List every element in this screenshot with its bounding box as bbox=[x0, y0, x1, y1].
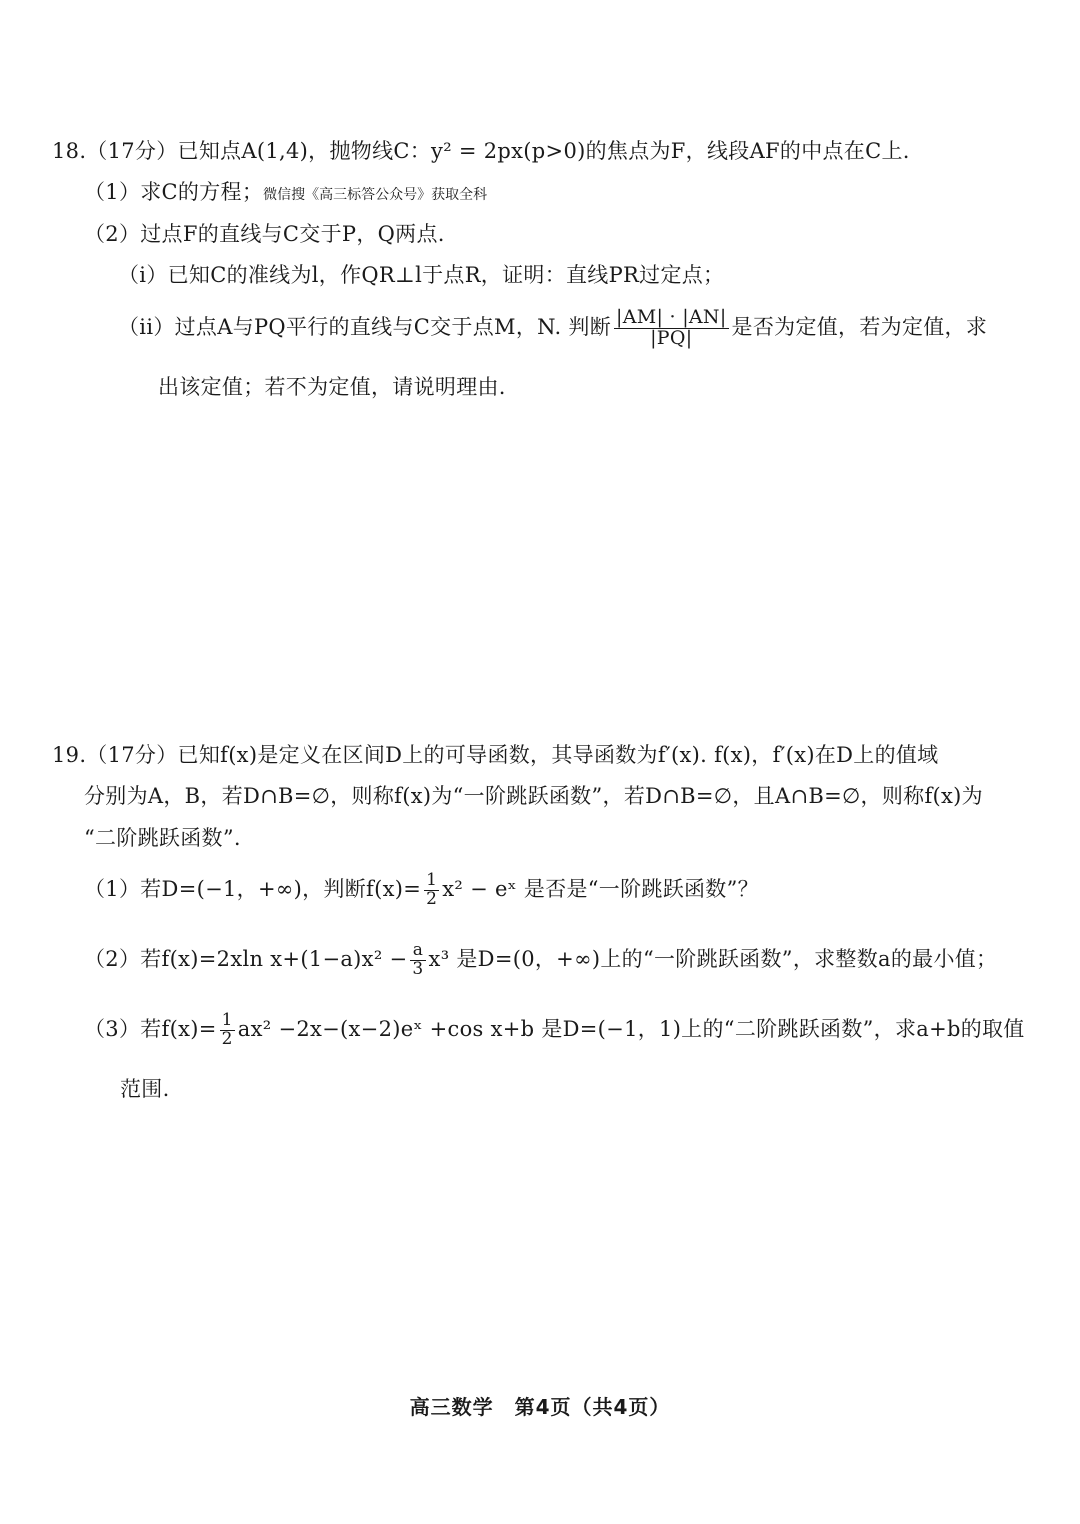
q18-part2-i: （i）已知C的准线为l，作QR⊥l于点R，证明：直线PR过定点； bbox=[118, 263, 725, 287]
q19-part1-fraction-denominator: 2 bbox=[426, 888, 438, 909]
q19-part1-fraction-numerator: 1 bbox=[426, 870, 438, 890]
q19-part3-fraction bbox=[220, 1012, 235, 1049]
q19-part1-text-b: x² − eˣ 是否是“一阶跳跃函数”？ bbox=[442, 876, 759, 901]
q19-part3-fraction-numerator: 1 bbox=[221, 1010, 233, 1030]
q18-part2: （2）过点F的直线与C交于P，Q两点. bbox=[84, 222, 445, 246]
q18-stem: 18.（17分）已知点A(1,4)，抛物线C：y² = 2px(p>0)的焦点为F，线段AF的中点在C上. bbox=[52, 139, 910, 163]
q18-fraction-denominator: |PQ| bbox=[650, 326, 693, 349]
q19-part2-text-b: x³ 是D=(0，+∞)上的“一阶跳跃函数”，求整数a的最小值； bbox=[428, 946, 998, 971]
q19-stem-line2: 分别为A，B，若D∩B=∅，则称f(x)为“一阶跳跃函数”，若D∩B=∅，且A∩B=∅，则称f(x)为 bbox=[84, 784, 983, 808]
page-footer: 高三数学 第4页（共4页） bbox=[409, 1395, 671, 1419]
q19-stem-line1: 19.（17分）已知f(x)是定义在区间D上的可导函数，其导函数为f′(x). f(x)，f′(x)在D上的值域 bbox=[52, 743, 939, 767]
q19-part2-fraction-denominator: 3 bbox=[412, 958, 424, 979]
q19-part1-text-a: （1）若D=(−1，+∞)，判断f(x)= bbox=[84, 876, 422, 901]
q18-part1-note: 微信搜《高三标答公众号》获取全科 bbox=[263, 187, 488, 203]
q19-part2-fraction-numerator: a bbox=[410, 942, 425, 961]
q18-part1 bbox=[84, 177, 487, 210]
q19-part1 bbox=[84, 872, 759, 909]
q19-stem-line3: “二阶跳跃函数”. bbox=[84, 826, 241, 850]
q18-part2-ii-continued: 出该定值；若不为定值，请说明理由. bbox=[158, 375, 506, 399]
q19-part3-fraction-denominator: 2 bbox=[221, 1028, 233, 1049]
q18-part1-text: （1）求C的方程； bbox=[84, 180, 264, 204]
q19-part3 bbox=[84, 1012, 1025, 1049]
q18-fraction-numerator: |AM| · |AN| bbox=[616, 306, 727, 328]
q18-part2-ii-text-a: （ii）过点A与PQ平行的直线与C交于点M，N. 判断 bbox=[118, 314, 611, 339]
q18-part2-ii bbox=[118, 308, 987, 349]
q19-part3-continued: 范围. bbox=[120, 1077, 170, 1101]
q19-part2-fraction bbox=[410, 942, 425, 979]
q19-part1-fraction bbox=[424, 872, 439, 909]
q19-part3-text-a: （3）若f(x)= bbox=[84, 1016, 217, 1041]
q18-fraction bbox=[614, 308, 729, 349]
q19-part3-text-b: ax² −2x−(x−2)eˣ +cos x+b 是D=(−1，1)上的“二阶跳跃函数”，求a+b的取值 bbox=[237, 1016, 1025, 1041]
q18-part2-ii-text-b: 是否为定值，若为定值，求 bbox=[731, 314, 988, 339]
q19-part2 bbox=[84, 942, 997, 979]
q19-part2-text-a: （2）若f(x)=2xln x+(1−a)x² − bbox=[84, 946, 408, 971]
